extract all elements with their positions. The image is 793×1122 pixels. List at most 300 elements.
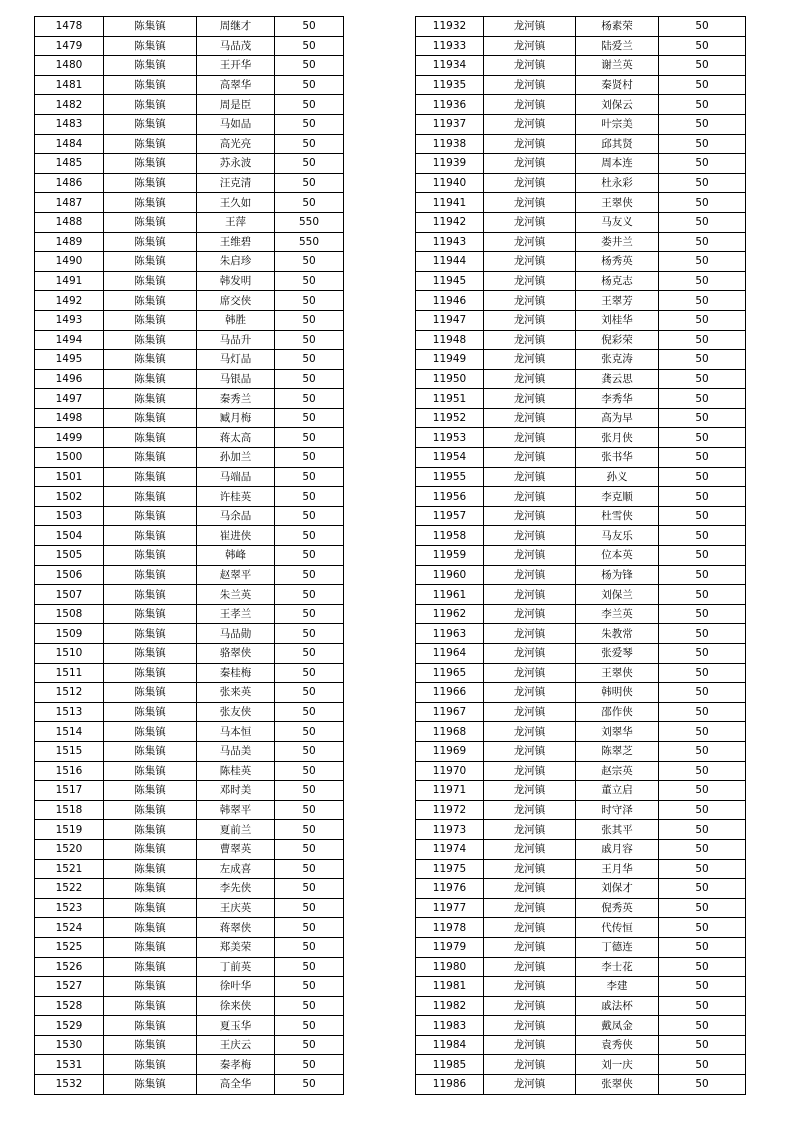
amount-cell: 50 <box>275 839 344 859</box>
row-number-cell: 11973 <box>416 820 484 840</box>
town-cell: 陈集镇 <box>104 1016 197 1036</box>
name-cell: 王庆云 <box>197 1035 275 1055</box>
amount-cell: 50 <box>275 800 344 820</box>
table-row <box>35 369 344 389</box>
row-number-cell: 1526 <box>35 957 104 977</box>
amount-cell: 50 <box>659 212 746 232</box>
amount-cell: 50 <box>659 859 746 879</box>
table-row <box>416 95 746 115</box>
name-cell: 王月华 <box>576 859 659 879</box>
name-cell: 李秀华 <box>576 389 659 409</box>
amount-cell: 50 <box>275 17 344 37</box>
amount-cell: 50 <box>275 487 344 507</box>
amount-cell: 50 <box>275 996 344 1016</box>
name-cell: 马友乐 <box>576 526 659 546</box>
row-number-cell: 1479 <box>35 36 104 56</box>
name-cell: 秦贤村 <box>576 75 659 95</box>
row-number-cell: 1496 <box>35 369 104 389</box>
table-row <box>416 75 746 95</box>
amount-cell: 50 <box>659 114 746 134</box>
amount-cell: 50 <box>275 448 344 468</box>
amount-cell: 50 <box>659 389 746 409</box>
amount-cell: 50 <box>659 800 746 820</box>
town-cell: 陈集镇 <box>104 1075 197 1095</box>
amount-cell: 50 <box>275 918 344 938</box>
table-row <box>35 898 344 918</box>
name-cell: 秦桂梅 <box>197 663 275 683</box>
row-number-cell: 1506 <box>35 565 104 585</box>
table-row <box>35 1055 344 1075</box>
name-cell: 郑美荣 <box>197 937 275 957</box>
name-cell: 朱启珍 <box>197 252 275 272</box>
town-cell: 龙河镇 <box>484 428 576 448</box>
name-cell: 张翠侠 <box>576 1075 659 1095</box>
name-cell: 杨秀英 <box>576 252 659 272</box>
row-number-cell: 11969 <box>416 741 484 761</box>
town-cell: 陈集镇 <box>104 800 197 820</box>
name-cell: 叶宗美 <box>576 114 659 134</box>
name-cell: 马端品 <box>197 467 275 487</box>
amount-cell: 50 <box>659 977 746 997</box>
name-cell: 张友侠 <box>197 702 275 722</box>
amount-cell: 50 <box>275 565 344 585</box>
name-cell: 曹翠英 <box>197 839 275 859</box>
town-cell: 陈集镇 <box>104 350 197 370</box>
row-number-cell: 1511 <box>35 663 104 683</box>
table-row <box>35 36 344 56</box>
town-cell: 陈集镇 <box>104 173 197 193</box>
amount-cell: 50 <box>275 820 344 840</box>
row-number-cell: 1507 <box>35 585 104 605</box>
amount-cell: 50 <box>275 428 344 448</box>
name-cell: 刘翠华 <box>576 722 659 742</box>
amount-cell: 50 <box>659 702 746 722</box>
table-row <box>416 389 746 409</box>
row-number-cell: 11963 <box>416 624 484 644</box>
amount-cell: 50 <box>659 252 746 272</box>
row-number-cell: 11950 <box>416 369 484 389</box>
table-row <box>416 741 746 761</box>
row-number-cell: 11948 <box>416 330 484 350</box>
table-row <box>416 526 746 546</box>
name-cell: 刘保云 <box>576 95 659 115</box>
town-cell: 龙河镇 <box>484 487 576 507</box>
row-number-cell: 11951 <box>416 389 484 409</box>
table-row <box>416 232 746 252</box>
table-row <box>35 310 344 330</box>
row-number-cell: 1532 <box>35 1075 104 1095</box>
amount-cell: 50 <box>659 428 746 448</box>
name-cell: 王庆英 <box>197 898 275 918</box>
table-row <box>416 448 746 468</box>
amount-cell: 50 <box>275 644 344 664</box>
amount-cell: 50 <box>659 95 746 115</box>
town-cell: 龙河镇 <box>484 330 576 350</box>
amount-cell: 50 <box>275 56 344 76</box>
table-row <box>416 996 746 1016</box>
amount-cell: 50 <box>275 977 344 997</box>
name-cell: 杜永彩 <box>576 173 659 193</box>
table-row <box>416 585 746 605</box>
town-cell: 龙河镇 <box>484 56 576 76</box>
table-row <box>35 75 344 95</box>
name-cell: 韩峰 <box>197 546 275 566</box>
name-cell: 位本英 <box>576 546 659 566</box>
name-cell: 龚云思 <box>576 369 659 389</box>
table-row <box>416 565 746 585</box>
row-number-cell: 1505 <box>35 546 104 566</box>
amount-cell: 50 <box>275 722 344 742</box>
town-cell: 龙河镇 <box>484 154 576 174</box>
name-cell: 董立启 <box>576 781 659 801</box>
row-number-cell: 1531 <box>35 1055 104 1075</box>
table-row <box>416 879 746 899</box>
row-number-cell: 1497 <box>35 389 104 409</box>
town-cell: 陈集镇 <box>104 741 197 761</box>
town-cell: 龙河镇 <box>484 565 576 585</box>
amount-cell: 50 <box>275 761 344 781</box>
row-number-cell: 11960 <box>416 565 484 585</box>
town-cell: 陈集镇 <box>104 36 197 56</box>
row-number-cell: 1495 <box>35 350 104 370</box>
table-row <box>35 565 344 585</box>
name-cell: 王萍 <box>197 212 275 232</box>
town-cell: 龙河镇 <box>484 585 576 605</box>
name-cell: 邓时美 <box>197 781 275 801</box>
name-cell: 李先侠 <box>197 879 275 899</box>
row-number-cell: 1482 <box>35 95 104 115</box>
row-number-cell: 11980 <box>416 957 484 977</box>
amount-cell: 50 <box>275 310 344 330</box>
town-cell: 陈集镇 <box>104 1035 197 1055</box>
amount-cell: 50 <box>275 879 344 899</box>
amount-cell: 50 <box>659 232 746 252</box>
town-cell: 陈集镇 <box>104 17 197 37</box>
name-cell: 马品茂 <box>197 36 275 56</box>
row-number-cell: 11970 <box>416 761 484 781</box>
row-number-cell: 11940 <box>416 173 484 193</box>
table-row <box>35 114 344 134</box>
amount-cell: 50 <box>659 506 746 526</box>
town-cell: 陈集镇 <box>104 683 197 703</box>
amount-cell: 50 <box>659 546 746 566</box>
town-cell: 龙河镇 <box>484 937 576 957</box>
amount-cell: 50 <box>659 75 746 95</box>
table-row <box>35 585 344 605</box>
row-number-cell: 1488 <box>35 212 104 232</box>
amount-cell: 50 <box>659 683 746 703</box>
name-cell: 周本连 <box>576 154 659 174</box>
amount-cell: 50 <box>659 585 746 605</box>
town-cell: 龙河镇 <box>484 663 576 683</box>
name-cell: 戴凤金 <box>576 1016 659 1036</box>
town-cell: 龙河镇 <box>484 95 576 115</box>
town-cell: 陈集镇 <box>104 232 197 252</box>
table-row <box>35 506 344 526</box>
row-number-cell: 1493 <box>35 310 104 330</box>
row-number-cell: 11967 <box>416 702 484 722</box>
town-cell: 陈集镇 <box>104 781 197 801</box>
town-cell: 陈集镇 <box>104 898 197 918</box>
amount-cell: 50 <box>275 330 344 350</box>
table-row <box>416 937 746 957</box>
name-cell: 杨素荣 <box>576 17 659 37</box>
row-number-cell: 11977 <box>416 898 484 918</box>
row-number-cell: 11974 <box>416 839 484 859</box>
row-number-cell: 11975 <box>416 859 484 879</box>
row-number-cell: 1499 <box>35 428 104 448</box>
town-cell: 陈集镇 <box>104 839 197 859</box>
amount-cell: 50 <box>275 683 344 703</box>
amount-cell: 50 <box>659 644 746 664</box>
table-row <box>35 761 344 781</box>
town-cell: 龙河镇 <box>484 310 576 330</box>
amount-cell: 50 <box>275 291 344 311</box>
name-cell: 刘保兰 <box>576 585 659 605</box>
amount-cell: 50 <box>659 918 746 938</box>
town-cell: 陈集镇 <box>104 624 197 644</box>
row-number-cell: 11956 <box>416 487 484 507</box>
town-cell: 龙河镇 <box>484 702 576 722</box>
amount-cell: 50 <box>659 154 746 174</box>
row-number-cell: 1480 <box>35 56 104 76</box>
amount-cell: 50 <box>659 957 746 977</box>
name-cell: 王翠侠 <box>576 663 659 683</box>
amount-cell: 50 <box>275 173 344 193</box>
amount-cell: 50 <box>659 526 746 546</box>
amount-cell: 50 <box>275 350 344 370</box>
table-row <box>35 781 344 801</box>
table-row <box>35 663 344 683</box>
amount-cell: 50 <box>659 350 746 370</box>
row-number-cell: 11966 <box>416 683 484 703</box>
name-cell: 张书华 <box>576 448 659 468</box>
amount-cell: 50 <box>659 996 746 1016</box>
table-row <box>416 1016 746 1036</box>
name-cell: 苏永波 <box>197 154 275 174</box>
town-cell: 陈集镇 <box>104 546 197 566</box>
name-cell: 韩翠平 <box>197 800 275 820</box>
row-number-cell: 11962 <box>416 604 484 624</box>
amount-cell: 50 <box>659 1016 746 1036</box>
name-cell: 张来英 <box>197 683 275 703</box>
name-cell: 韩明侠 <box>576 683 659 703</box>
row-number-cell: 1490 <box>35 252 104 272</box>
row-number-cell: 1518 <box>35 800 104 820</box>
town-cell: 陈集镇 <box>104 330 197 350</box>
amount-cell: 50 <box>659 448 746 468</box>
name-cell: 高为早 <box>576 408 659 428</box>
amount-cell: 50 <box>659 134 746 154</box>
name-cell: 马灯品 <box>197 350 275 370</box>
town-cell: 龙河镇 <box>484 977 576 997</box>
row-number-cell: 11957 <box>416 506 484 526</box>
amount-cell: 50 <box>275 1075 344 1095</box>
town-cell: 陈集镇 <box>104 526 197 546</box>
name-cell: 王维碧 <box>197 232 275 252</box>
town-cell: 陈集镇 <box>104 859 197 879</box>
town-cell: 龙河镇 <box>484 506 576 526</box>
row-number-cell: 1494 <box>35 330 104 350</box>
table-row <box>35 291 344 311</box>
row-number-cell: 1478 <box>35 17 104 37</box>
town-cell: 陈集镇 <box>104 56 197 76</box>
table-row <box>416 781 746 801</box>
table-row <box>416 212 746 232</box>
row-number-cell: 1485 <box>35 154 104 174</box>
table-row <box>416 722 746 742</box>
name-cell: 徐来侠 <box>197 996 275 1016</box>
table-row <box>35 232 344 252</box>
row-number-cell: 11934 <box>416 56 484 76</box>
amount-cell: 50 <box>275 75 344 95</box>
name-cell: 张其平 <box>576 820 659 840</box>
name-cell: 高全华 <box>197 1075 275 1095</box>
table-row <box>35 271 344 291</box>
table-row <box>35 820 344 840</box>
amount-cell: 50 <box>659 408 746 428</box>
amount-cell: 50 <box>659 624 746 644</box>
name-cell: 马品升 <box>197 330 275 350</box>
name-cell: 臧月梅 <box>197 408 275 428</box>
town-cell: 龙河镇 <box>484 252 576 272</box>
amount-cell: 50 <box>659 820 746 840</box>
name-cell: 杨克志 <box>576 271 659 291</box>
town-cell: 陈集镇 <box>104 663 197 683</box>
town-cell: 龙河镇 <box>484 369 576 389</box>
table-row <box>35 1035 344 1055</box>
table-row <box>416 977 746 997</box>
table-row <box>416 134 746 154</box>
town-cell: 陈集镇 <box>104 565 197 585</box>
name-cell: 高光亮 <box>197 134 275 154</box>
name-cell: 谢兰英 <box>576 56 659 76</box>
amount-cell: 50 <box>275 937 344 957</box>
name-cell: 王久如 <box>197 193 275 213</box>
row-number-cell: 11978 <box>416 918 484 938</box>
name-cell: 倪彩荣 <box>576 330 659 350</box>
table-row <box>35 193 344 213</box>
name-cell: 李兰英 <box>576 604 659 624</box>
amount-cell: 50 <box>659 565 746 585</box>
town-cell: 龙河镇 <box>484 134 576 154</box>
town-cell: 陈集镇 <box>104 408 197 428</box>
table-row <box>35 252 344 272</box>
town-cell: 龙河镇 <box>484 604 576 624</box>
row-number-cell: 11949 <box>416 350 484 370</box>
name-cell: 赵宗英 <box>576 761 659 781</box>
row-number-cell: 11983 <box>416 1016 484 1036</box>
table-row <box>35 879 344 899</box>
name-cell: 孙义 <box>576 467 659 487</box>
table-row <box>416 310 746 330</box>
row-number-cell: 11986 <box>416 1075 484 1095</box>
table-row <box>416 193 746 213</box>
town-cell: 龙河镇 <box>484 448 576 468</box>
table-row <box>416 957 746 977</box>
amount-cell: 50 <box>275 604 344 624</box>
amount-cell: 50 <box>659 663 746 683</box>
name-cell: 刘桂华 <box>576 310 659 330</box>
row-number-cell: 11984 <box>416 1035 484 1055</box>
row-number-cell: 11943 <box>416 232 484 252</box>
town-cell: 龙河镇 <box>484 467 576 487</box>
table-row <box>416 800 746 820</box>
town-cell: 陈集镇 <box>104 95 197 115</box>
name-cell: 骆翠侠 <box>197 644 275 664</box>
table-row <box>416 859 746 879</box>
name-cell: 王孝兰 <box>197 604 275 624</box>
name-cell: 蒋翠侠 <box>197 918 275 938</box>
name-cell: 马如品 <box>197 114 275 134</box>
row-number-cell: 1523 <box>35 898 104 918</box>
row-number-cell: 1484 <box>35 134 104 154</box>
table-row <box>416 428 746 448</box>
town-cell: 龙河镇 <box>484 271 576 291</box>
amount-cell: 50 <box>659 17 746 37</box>
name-cell: 秦秀兰 <box>197 389 275 409</box>
name-cell: 蒋太高 <box>197 428 275 448</box>
table-row <box>35 800 344 820</box>
amount-cell: 50 <box>275 859 344 879</box>
town-cell: 龙河镇 <box>484 781 576 801</box>
table-row <box>35 937 344 957</box>
amount-cell: 50 <box>275 193 344 213</box>
amount-cell: 50 <box>275 1035 344 1055</box>
town-cell: 陈集镇 <box>104 134 197 154</box>
table-row <box>416 663 746 683</box>
table-row <box>416 408 746 428</box>
row-number-cell: 11942 <box>416 212 484 232</box>
town-cell: 龙河镇 <box>484 898 576 918</box>
row-number-cell: 11965 <box>416 663 484 683</box>
name-cell: 袁秀侠 <box>576 1035 659 1055</box>
town-cell: 龙河镇 <box>484 114 576 134</box>
row-number-cell: 1525 <box>35 937 104 957</box>
amount-cell: 50 <box>275 271 344 291</box>
row-number-cell: 1489 <box>35 232 104 252</box>
table-row <box>416 330 746 350</box>
row-number-cell: 11932 <box>416 17 484 37</box>
row-number-cell: 11939 <box>416 154 484 174</box>
amount-cell: 50 <box>659 781 746 801</box>
name-cell: 娄井兰 <box>576 232 659 252</box>
amount-cell: 50 <box>659 761 746 781</box>
name-cell: 徐叶华 <box>197 977 275 997</box>
table-row <box>416 644 746 664</box>
town-cell: 陈集镇 <box>104 1055 197 1075</box>
table-row <box>416 114 746 134</box>
row-number-cell: 11947 <box>416 310 484 330</box>
amount-cell: 50 <box>275 467 344 487</box>
town-cell: 龙河镇 <box>484 879 576 899</box>
table-row <box>35 17 344 37</box>
town-cell: 龙河镇 <box>484 1055 576 1075</box>
row-number-cell: 11971 <box>416 781 484 801</box>
table-row <box>416 624 746 644</box>
name-cell: 王开华 <box>197 56 275 76</box>
name-cell: 周是臣 <box>197 95 275 115</box>
town-cell: 陈集镇 <box>104 585 197 605</box>
town-cell: 陈集镇 <box>104 644 197 664</box>
table-row <box>416 173 746 193</box>
name-cell: 马银品 <box>197 369 275 389</box>
town-cell: 陈集镇 <box>104 957 197 977</box>
name-cell: 夏玉华 <box>197 1016 275 1036</box>
town-cell: 龙河镇 <box>484 408 576 428</box>
amount-cell: 50 <box>659 898 746 918</box>
amount-cell: 50 <box>275 1016 344 1036</box>
